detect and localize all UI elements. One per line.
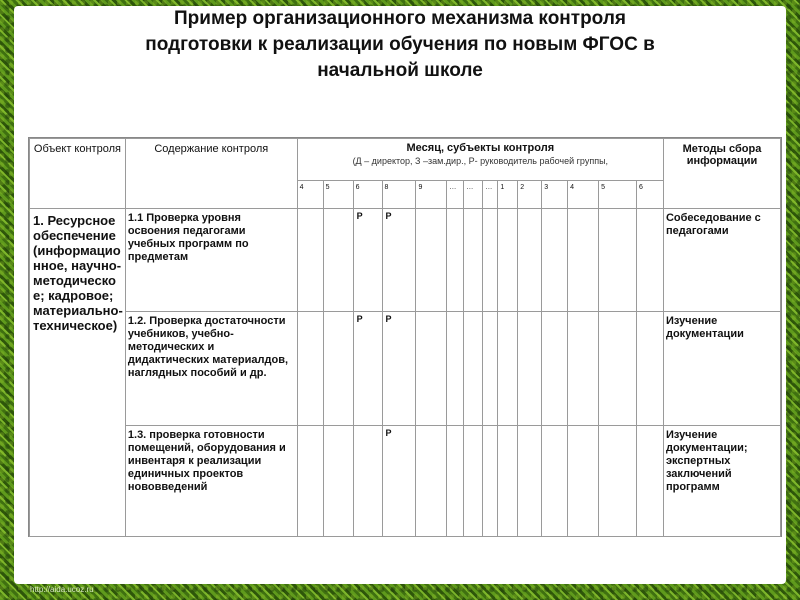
month-header-cell: … (464, 181, 483, 209)
header-month-legend: (Д – директор, З –зам.дир., Р- руководитель рабочей группы, (352, 156, 609, 166)
month-mark-cell (518, 312, 542, 426)
month-mark-cell (542, 312, 568, 426)
month-header-cell: … (483, 181, 498, 209)
title-line-1: Пример организационного механизма контроля (174, 8, 626, 29)
content-cell: 1.1 Проверка уровня освоения педагогами учебных программ по предметам (125, 209, 297, 312)
month-header-cell: 5 (599, 181, 637, 209)
month-mark-cell (416, 209, 447, 312)
month-mark-cell (464, 426, 483, 537)
month-mark-cell (464, 209, 483, 312)
month-mark-cell: Р (353, 209, 382, 312)
month-header-cell: 5 (323, 181, 353, 209)
method-cell: Изучение документации (663, 312, 780, 426)
month-mark-cell (353, 426, 382, 537)
month-mark-cell (483, 426, 498, 537)
month-mark-cell (599, 312, 637, 426)
month-mark-cell (518, 426, 542, 537)
control-table (28, 137, 782, 537)
month-mark-cell (416, 426, 447, 537)
month-mark-cell (518, 209, 542, 312)
month-header-cell: 2 (518, 181, 542, 209)
month-mark-cell (447, 426, 464, 537)
month-mark-cell (323, 426, 353, 537)
month-mark-cell (416, 312, 447, 426)
month-mark-cell: Р (353, 312, 382, 426)
month-mark-cell (297, 426, 323, 537)
header-methods: Методы сбора информации (663, 139, 780, 209)
month-mark-cell (568, 209, 599, 312)
month-header-cell: 6 (353, 181, 382, 209)
header-object: Объект контроля (30, 139, 126, 209)
month-mark-cell (542, 426, 568, 537)
month-header-cell: 9 (416, 181, 447, 209)
content-cell: 1.3. проверка готовности помещений, оборудования и инвентаря к реализации единичных проектов нововведений (125, 426, 297, 537)
header-month (297, 139, 663, 181)
source-url: http://aida.ucoz.ru (30, 585, 94, 594)
slide-title (0, 6, 800, 84)
month-mark-cell (568, 426, 599, 537)
month-header-cell: … (447, 181, 464, 209)
control-table-grid (29, 138, 781, 537)
month-mark-cell: Р (382, 209, 416, 312)
content-cell: 1.2. Проверка достаточности учебников, учебно-методических и дидактических материалдов, наглядных пособий и др. (125, 312, 297, 426)
month-mark-cell (637, 426, 664, 537)
month-mark-cell (498, 426, 518, 537)
month-mark-cell (498, 209, 518, 312)
header-month-title: Месяц, субъекты контроля (406, 142, 555, 154)
month-mark-cell (297, 209, 323, 312)
month-header-cell: 6 (637, 181, 664, 209)
month-mark-cell (323, 312, 353, 426)
month-mark-cell (297, 312, 323, 426)
header-content: Содержание контроля (125, 139, 297, 209)
month-mark-cell (447, 209, 464, 312)
month-mark-cell (637, 209, 664, 312)
month-header-cell: 3 (542, 181, 568, 209)
method-cell: Изучение документации; экспертных заключений программ (663, 426, 780, 537)
object-cell: 1. Ресурсное обеспечение (информационное, научно-методическое; кадровое; материально-техническое) (30, 209, 126, 537)
month-mark-cell (483, 312, 498, 426)
month-mark-cell (599, 209, 637, 312)
month-header-cell: 4 (297, 181, 323, 209)
month-mark-cell (447, 312, 464, 426)
month-mark-cell (464, 312, 483, 426)
month-mark-cell (599, 426, 637, 537)
method-cell: Собеседование с педагогами (663, 209, 780, 312)
month-header-cell: 4 (568, 181, 599, 209)
month-header-cell: 8 (382, 181, 416, 209)
title-line-3: начальной школе (317, 60, 483, 81)
title-line-2: подготовки к реализации обучения по новым ФГОС в (145, 34, 655, 55)
month-mark-cell: Р (382, 426, 416, 537)
month-mark-cell (637, 312, 664, 426)
month-mark-cell (323, 209, 353, 312)
month-mark-cell (542, 209, 568, 312)
month-mark-cell (483, 209, 498, 312)
month-mark-cell (498, 312, 518, 426)
month-mark-cell (568, 312, 599, 426)
month-mark-cell: Р (382, 312, 416, 426)
month-header-cell: 1 (498, 181, 518, 209)
